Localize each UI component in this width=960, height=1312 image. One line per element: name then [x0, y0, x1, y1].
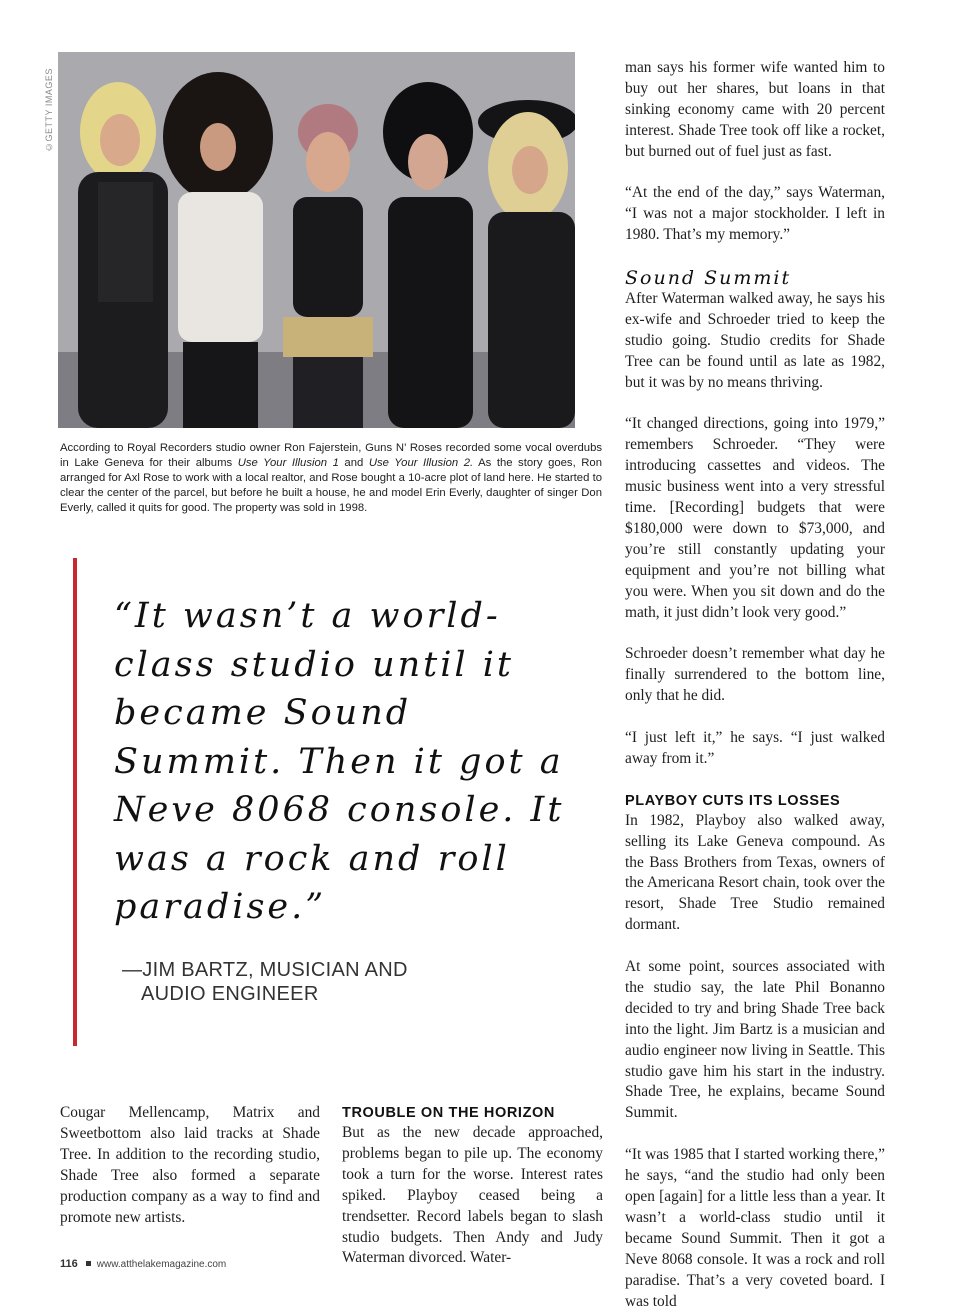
caption-album-1: Use Your Illusion 1	[237, 457, 339, 469]
middle-bottom-column	[342, 1103, 603, 1269]
photo-caption	[60, 441, 602, 516]
pull-quote-text: “It wasn’t a world-class studio until it became Sound Summit. Then it got a Neve 8068 console. It was a rock and roll paradise.”	[114, 596, 565, 927]
pull-quote-attribution	[122, 958, 442, 1006]
middle-bottom-paragraph: But as the new decade approached, problems began to pile up. The economy took a turn for the worse. Interest rates spiked. Playboy ceased being a trendsetter. Record labels began to slash studio budgets. Then Andy and Judy Waterman divorced. Water-	[342, 1124, 603, 1267]
caption-album-2: Use Your Illusion 2.	[368, 457, 474, 469]
right-paragraph-1: man says his former wife wanted him to buy out her shares, but loans in that sinking economy came with 20 percent interest. Shade Tree took off like a rocket, but burned out of fuel just as fast.	[625, 59, 885, 160]
caption-text-2: and	[338, 457, 369, 469]
caption-text-1: According to Royal Recorders studio owner Ron Fajerstein, Guns N’ Roses recorded some vocal overdubs in Lake Geneva for their albums	[60, 442, 602, 469]
right-paragraph-5: Schroeder doesn’t remember what day he finally surrendered to the bottom line, only that he did.	[625, 645, 885, 705]
section-heading-trouble: TROUBLE ON THE HORIZON	[342, 1105, 555, 1121]
caption-text-3: As the story goes, Ron arranged for Axl Rose to work with a local realtor, and Rose bought a 10-acre plot of land here. He started to clear the center of the parcel, but before he built a house, he and model Erin Everly, daughter of singer Don Everly, called it quits for good. The property was sold in 1998.	[60, 457, 602, 514]
attribution-line-2: AUDIO ENGINEER	[141, 983, 319, 1005]
left-bottom-column	[60, 1103, 320, 1228]
right-paragraph-3: After Waterman walked away, he says his ex-wife and Schroeder tried to keep the studio going. Studio credits for Shade Tree can be found until as late as 1982, but it was by no means thriving.	[625, 290, 885, 391]
right-paragraph-8: At some point, sources associated with the studio say, the late Phil Bonanno decided to try and bring Shade Tree back into the light. Jim Bartz is a musician and audio engineer now living in Seattle. This studio gave him his start in the industry. Shade Tree, he explains, became Sound Summit.	[625, 958, 885, 1122]
right-column	[625, 58, 885, 1312]
pull-quote-bar	[73, 558, 77, 1046]
page-number: 116	[60, 1258, 78, 1270]
right-paragraph-2: “At the end of the day,” says Waterman, “I was not a major stockholder. I left in 1980. That’s my memory.”	[625, 184, 885, 244]
attribution-line-1: —JIM BARTZ, MUSICIAN AND	[122, 959, 408, 981]
section-heading-playboy: PLAYBOY CUTS ITS LOSSES	[625, 792, 841, 809]
band-photo-illustration	[58, 52, 575, 428]
section-heading-sound-summit: Sound Summit	[625, 267, 792, 290]
right-paragraph-4: “It changed directions, going into 1979,” remembers Schroeder. “They were introducing cassettes and videos. The music business went into a very stressful time. [Recording] budgets that were $180,000 were down to $73,000, and you’re still constantly updating your equipment and you’re not billing what you were. When you sit down and do the math, it just didn’t look very good.”	[625, 415, 885, 621]
right-paragraph-6: “I just left it,” he says. “I just walked away from it.”	[625, 729, 885, 767]
right-paragraph-7: In 1982, Playboy also walked away, selling its Lake Geneva compound. As the Bass Brothers from Texas, owners of the Americana Resort chain, took over the resort, Shade Tree Studio remained dormant.	[625, 811, 885, 934]
page-footer	[60, 1258, 226, 1270]
band-photo	[58, 52, 575, 428]
footer-square-icon	[86, 1261, 91, 1266]
left-bottom-paragraph: Cougar Mellencamp, Matrix and Sweetbottom also laid tracks at Shade Tree. In addition to the recording studio, Shade Tree also formed a separate production company as a way to find and promote new artists.	[60, 1104, 320, 1226]
photo-credit: ©GETTY IMAGES	[44, 68, 54, 152]
right-paragraph-9: “It was 1985 that I started working there,” he says, “and the studio had only been open [again] for a little less than a year. It wasn’t a world-class studio until it became Sound Summit. Then it got a Neve 8068 console. It was a rock and roll paradise. That’s a very coveted board. I was told	[625, 1146, 885, 1310]
footer-url: www.atthelakemagazine.com	[96, 1259, 227, 1270]
